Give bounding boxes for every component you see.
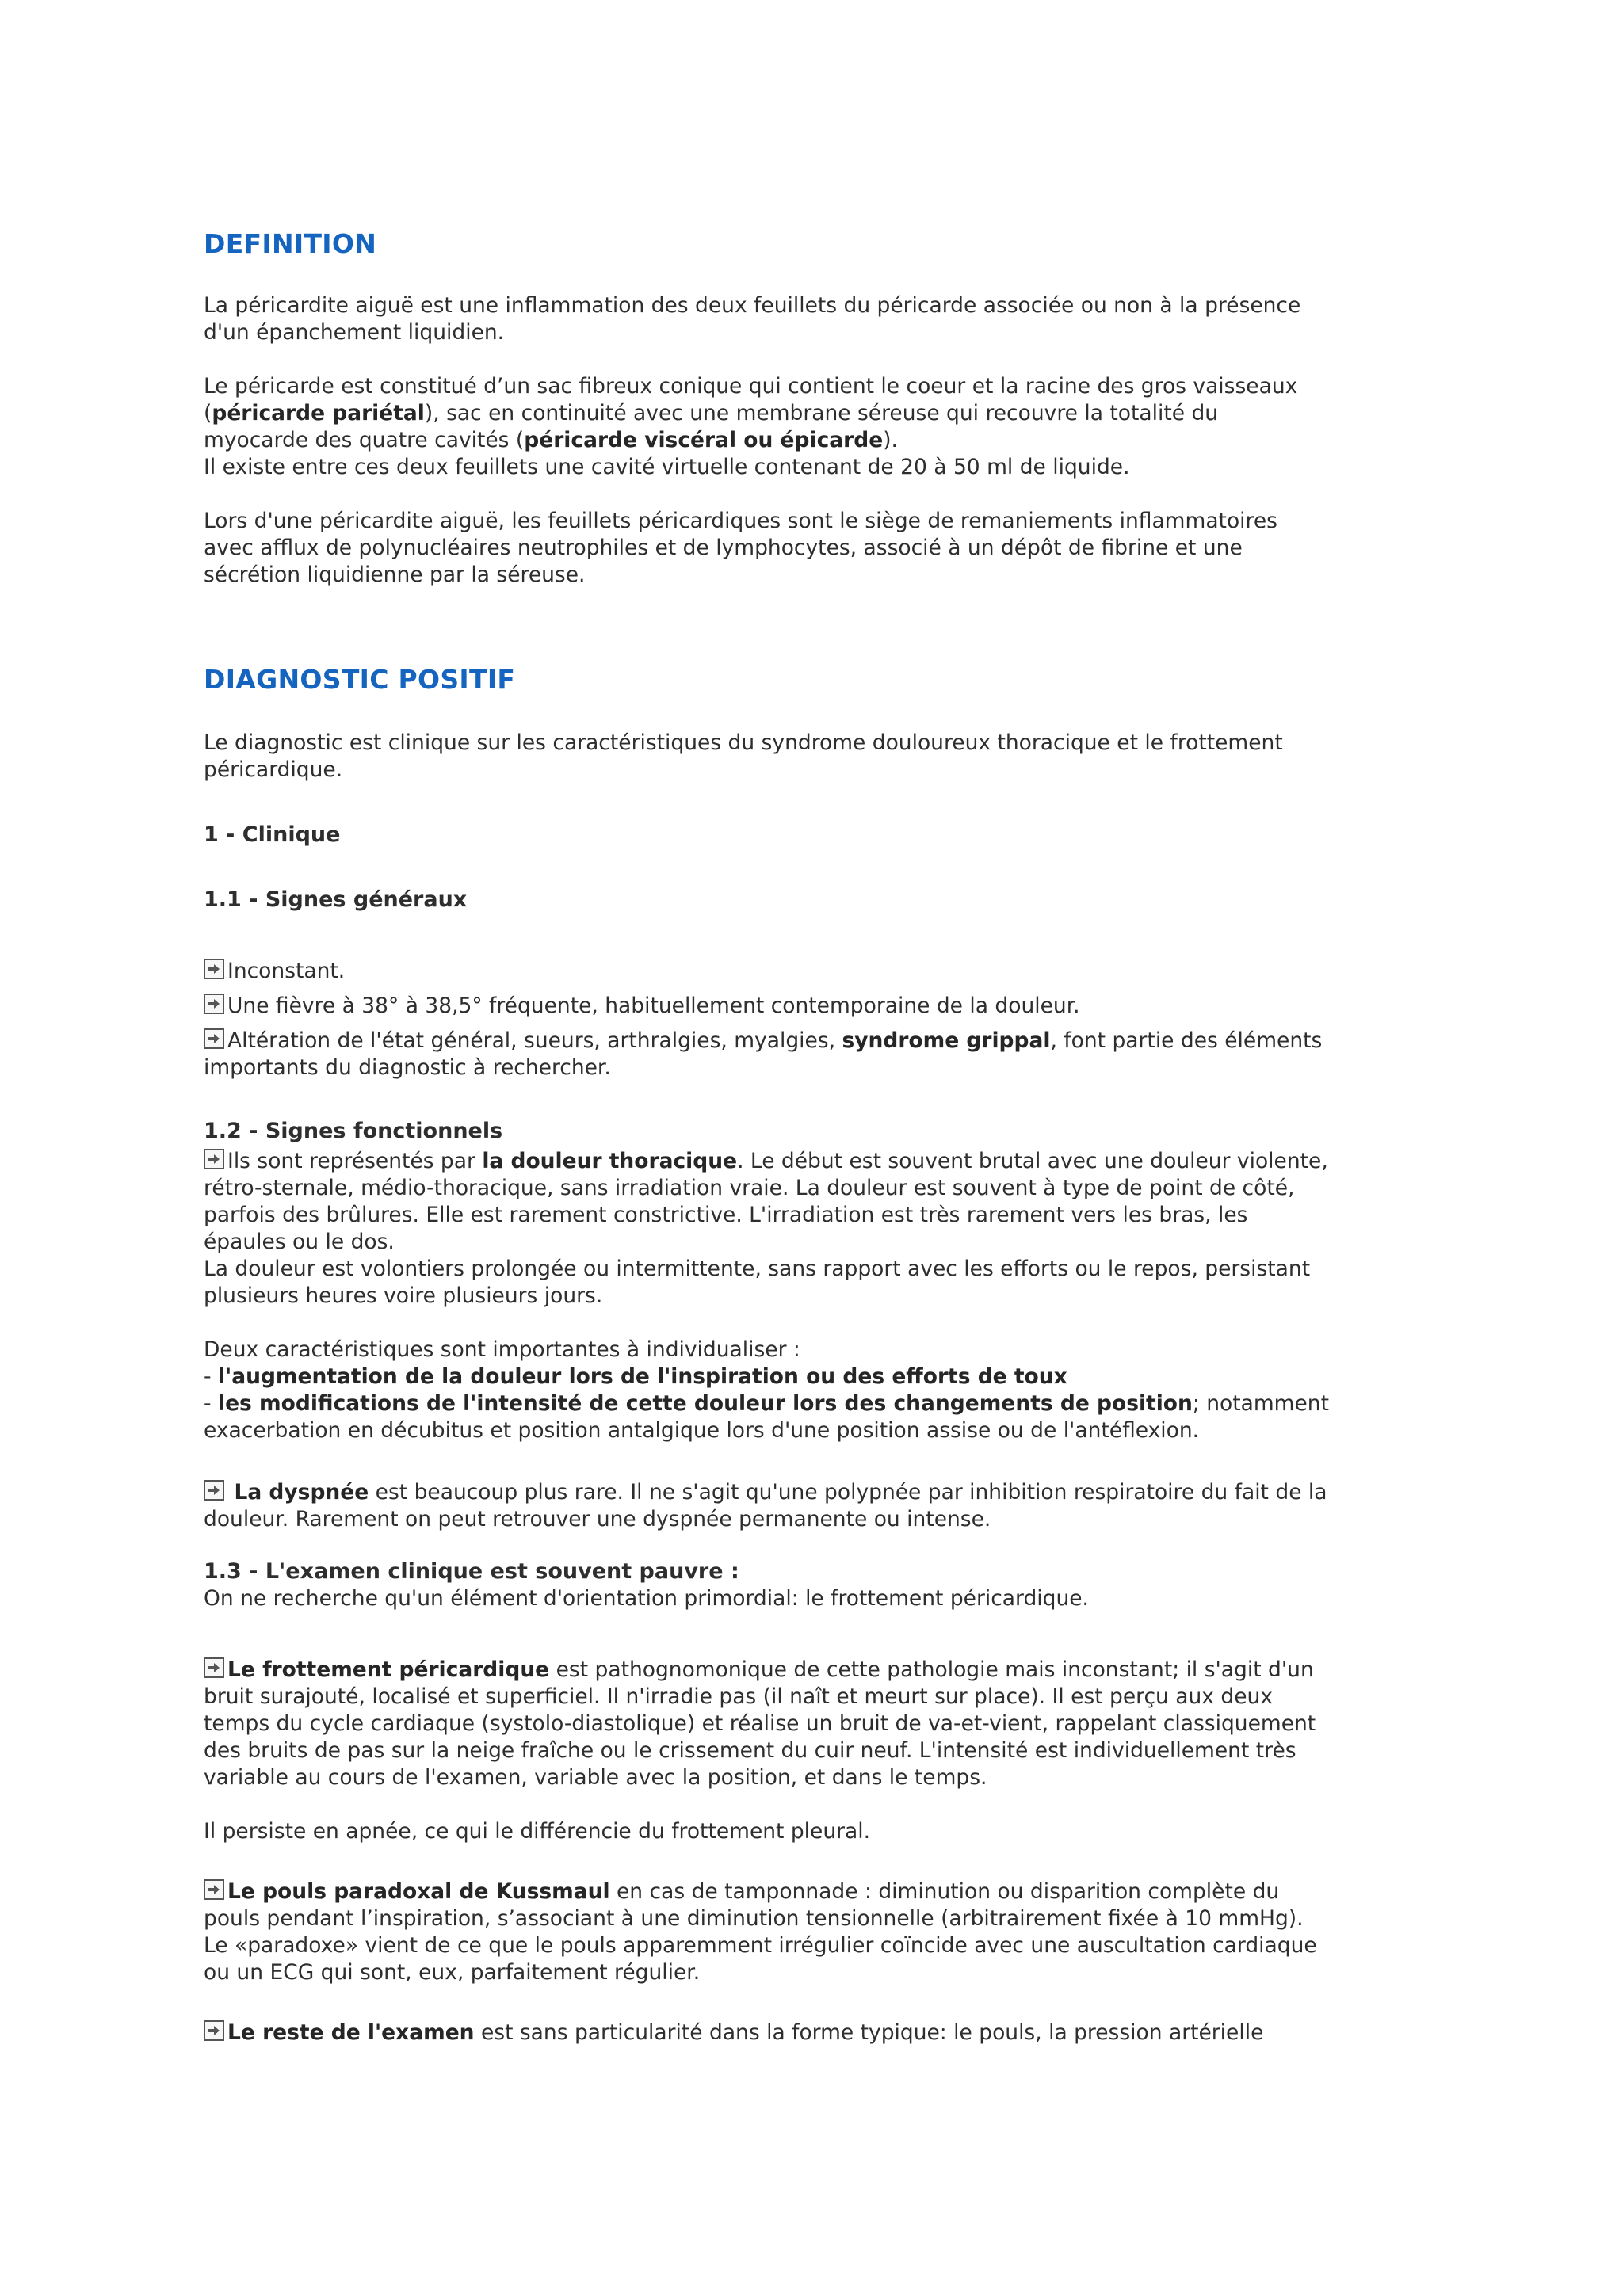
bullet-item	[204, 1028, 1329, 1081]
bold-text: la douleur thoracique	[482, 1149, 738, 1173]
bold-text: péricarde pariétal	[212, 401, 425, 425]
section-signes-fonctionnels: 1.2 - Signes fonctionnels	[204, 1119, 503, 1143]
functional-paragraph-1	[204, 1148, 1329, 1310]
arrow-icon	[204, 1028, 224, 1049]
text: -	[204, 1391, 218, 1416]
functional-paragraph-2	[204, 1337, 1329, 1444]
rest-of-exam-paragraph	[204, 2019, 1329, 2046]
text: ; notamment exacerbation en décubitus et position antalgique lors d'une position assise ou de l'antéflexion.	[204, 1391, 1329, 1443]
bold-text: Le pouls paradoxal de Kussmaul	[227, 1879, 610, 1904]
kussmaul-paragraph	[204, 1878, 1329, 1986]
text: La douleur est volontiers prolongée ou intermittente, sans rapport avec les efforts ou le repos, persistant plusieurs heures voire plusieurs jours.	[204, 1257, 1311, 1308]
section-signes-generaux: 1.1 - Signes généraux	[204, 887, 468, 912]
bold-text: syndrome grippal	[842, 1028, 1051, 1053]
text: ), sac en continuité avec une membrane séreuse qui recouvre la totalité du myocarde des quatre cavités (	[204, 401, 1219, 452]
text: , font partie des éléments importants du diagnostic à rechercher.	[204, 1028, 1323, 1080]
arrow-icon	[204, 1480, 224, 1501]
text: est beaucoup plus rare. Il ne s'agit qu'une polypnée par inhibition respiratoire du fait de la douleur. Rarement on peut retrouver une dyspnée permanente ou intense.	[204, 1480, 1327, 1531]
bold-text: les modifications de l'intensité de cette douleur lors des changements de position	[218, 1391, 1193, 1416]
arrow-icon	[204, 1149, 224, 1169]
text: Une fièvre à 38° à 38,5° fréquente, habituellement contemporaine de la douleur.	[227, 994, 1080, 1018]
text: Il existe entre ces deux feuillets une cavité virtuelle contenant de 20 à 50 ml de liquide.	[204, 455, 1130, 479]
diagnostic-intro: Le diagnostic est clinique sur les caractéristiques du syndrome douloureux thoracique et le frottement péricardique.	[204, 730, 1283, 782]
definition-heading: DEFINITION	[204, 228, 377, 259]
text: . Le début est souvent brutal avec une douleur violente, rétro-sternale, médio-thoracique, sans irradiation vraie. La douleur est souvent à type de point de côté, parfois des brûlures. Elle est rarement constrictive. L'irradiation est très rarement vers les bras, les épaules ou le dos.	[204, 1149, 1328, 1254]
bullet-item	[204, 958, 1329, 985]
apnea-paragraph: Il persiste en apnée, ce qui le différencie du frottement pleural.	[204, 1819, 871, 1844]
bold-text: Le reste de l'examen	[227, 2020, 475, 2045]
arrow-icon	[204, 1657, 224, 1678]
arrow-icon	[204, 1879, 224, 1900]
text: est sans particularité dans la forme typique: le pouls, la pression artérielle	[474, 2020, 1264, 2045]
bold-text: Le frottement péricardique	[227, 1657, 550, 1682]
text: est pathognomonique de cette pathologie mais inconstant; il s'agit d'un bruit surajouté, localisé et superficiel. Il n'irradie pas (il naît et meurt sur place). Il est perçu aux deux temps du cycle cardiaque (systolo-diastolique) et réalise un bruit de va-et-vient, rappelant classiquement des bruits de pas sur la neige fraîche ou le crissement du cuir neuf. L'intensité est individuellement très variable au cours de l'examen, variable avec la position, et dans le temps.	[204, 1657, 1316, 1790]
text: Ils sont représentés par	[227, 1149, 483, 1173]
bold-text: péricarde viscéral ou épicarde	[524, 428, 884, 452]
document-page	[204, 228, 1329, 2046]
text: Inconstant.	[227, 959, 346, 983]
section-examen-clinique: 1.3 - L'examen clinique est souvent pauvre :	[204, 1559, 739, 1584]
arrow-icon	[204, 2020, 224, 2041]
text: -	[204, 1364, 218, 1389]
diagnostic-heading: DIAGNOSTIC POSITIF	[204, 664, 516, 695]
arrow-icon	[204, 959, 224, 979]
text: Deux caractéristiques sont importantes à individualiser :	[204, 1337, 800, 1362]
exam-intro: On ne recherche qu'un élément d'orientation primordial: le frottement péricardique.	[204, 1586, 1089, 1611]
bold-text: l'augmentation de la douleur lors de l'inspiration ou des efforts de toux	[218, 1364, 1067, 1389]
text: Le péricarde est constitué d’un sac fibreux conique qui contient le coeur et la racine des gros vaisseaux (	[204, 374, 1298, 425]
definition-paragraph-2	[204, 373, 1329, 481]
arrow-icon	[204, 994, 224, 1014]
bullet-item	[204, 993, 1329, 1020]
section-clinique: 1 - Clinique	[204, 822, 341, 847]
text: en cas de tamponnade : diminution ou disparition complète du pouls pendant l’inspiration, s’associant à une diminution tensionnelle (arbitrairement fixée à 10 mmHg). Le «paradoxe» vient de ce que le pouls apparemment irrégulier coïncide avec une auscultation cardiaque ou un ECG qui sont, eux, parfaitement régulier.	[204, 1879, 1317, 1985]
text: ).	[883, 428, 898, 452]
dyspnea-paragraph	[204, 1479, 1329, 1533]
friction-paragraph	[204, 1657, 1329, 1791]
definition-paragraph-1: La péricardite aiguë est une inflammation des deux feuillets du péricarde associée ou non à la présence d'un épanchement liquidien.	[204, 293, 1301, 345]
text: Altération de l'état général, sueurs, arthralgies, myalgies,	[227, 1028, 842, 1053]
definition-paragraph-3: Lors d'une péricardite aiguë, les feuillets péricardiques sont le siège de remaniements inflammatoires avec afflux de polynucléaires neutrophiles et de lymphocytes, associé à un dépôt de fibrine et une sécrétion liquidienne par la séreuse.	[204, 509, 1277, 587]
bold-text: La dyspnée	[234, 1480, 369, 1505]
